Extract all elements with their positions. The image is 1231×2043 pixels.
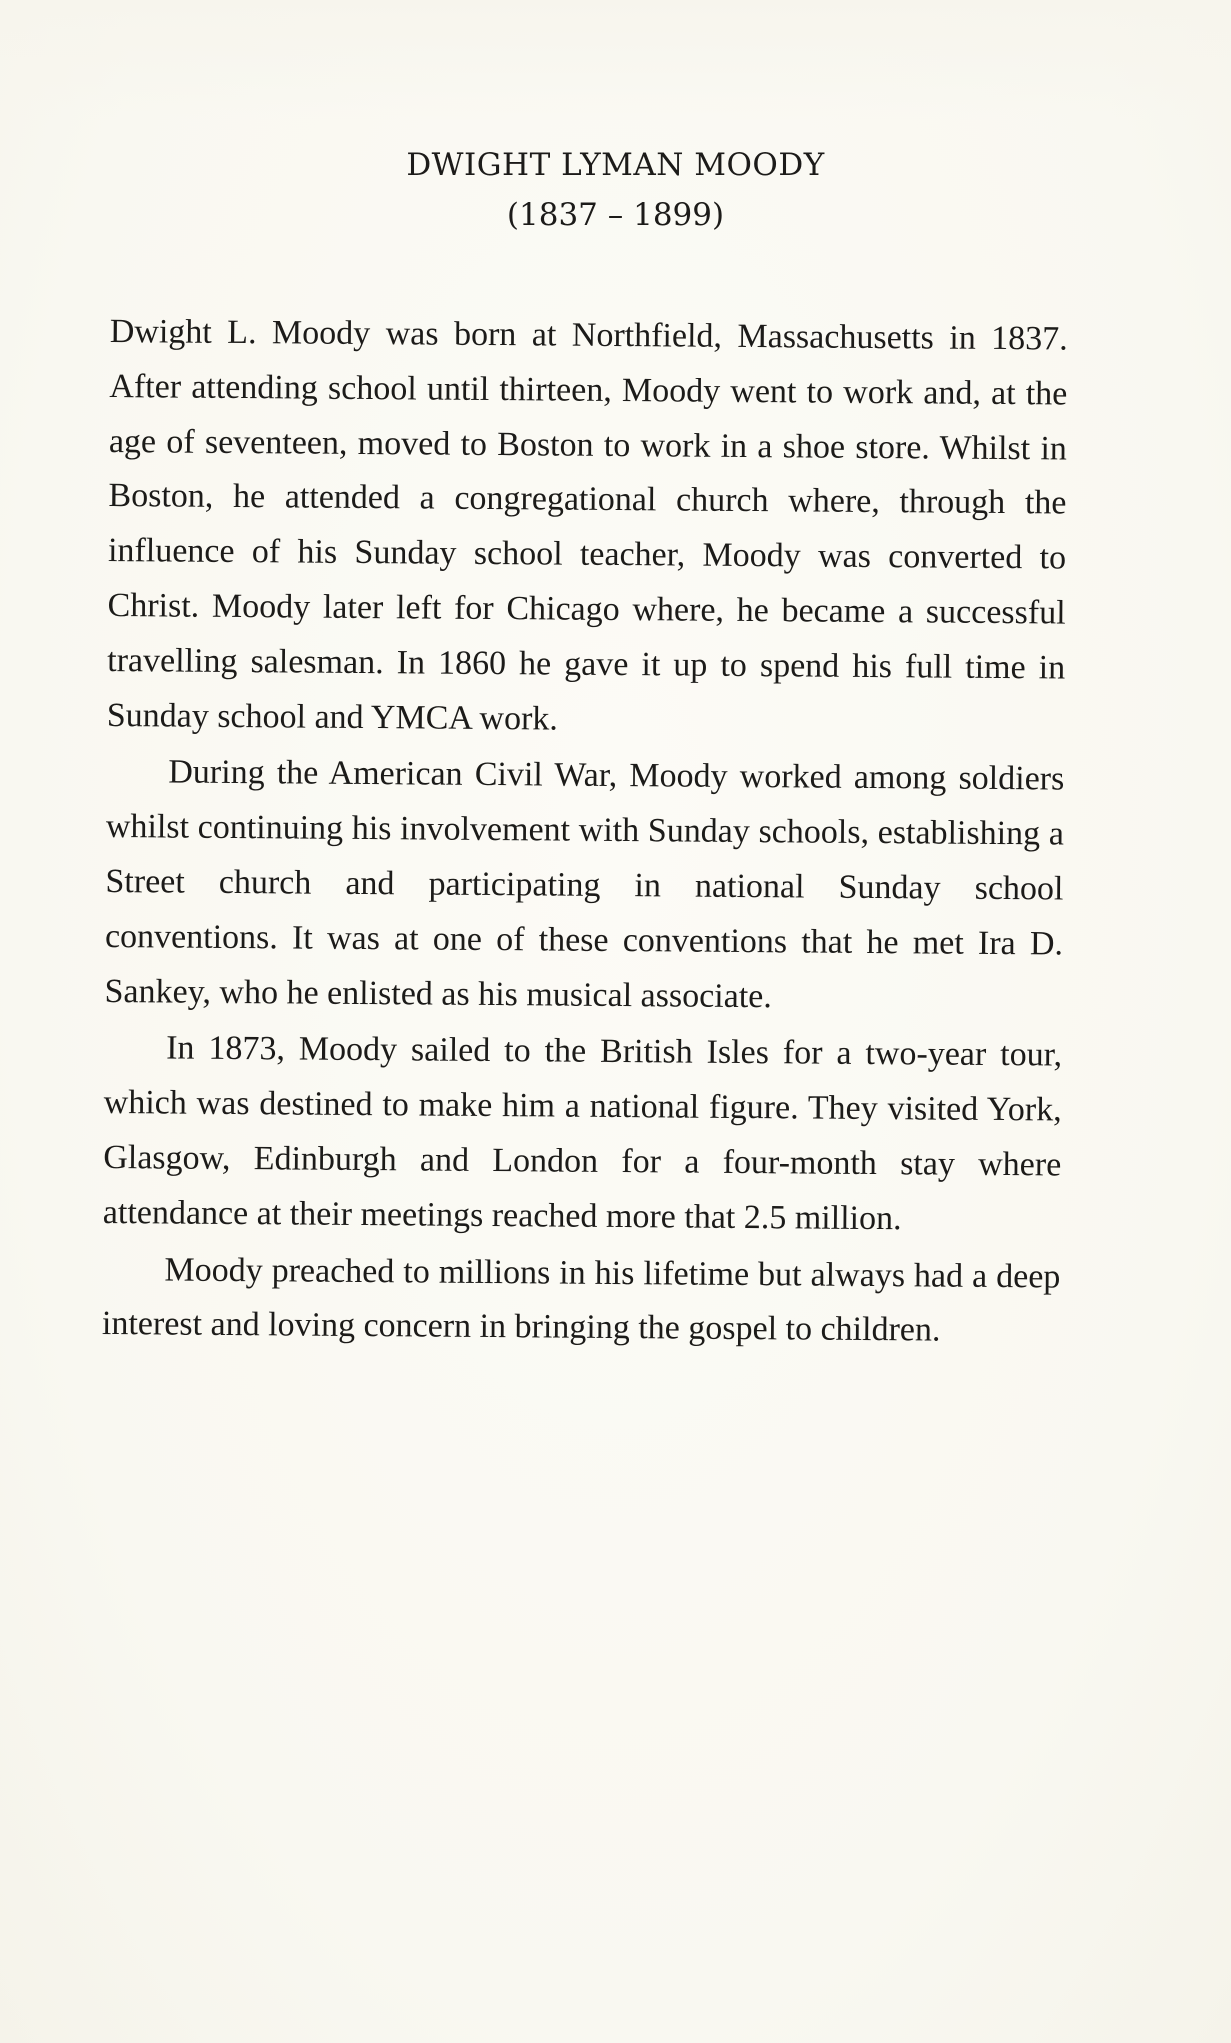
biography-title: DWIGHT LYMAN MOODY bbox=[406, 147, 825, 183]
page-top-shading bbox=[0, 0, 1231, 120]
biography-body bbox=[102, 305, 1068, 1362]
paragraph-3: In 1873, Moody sailed to the British Isles for a two-year tour, which was destined to make him a national figure. They visited York, Glasgow, Edinburgh and London for a four-month stay where attendance at their meetings reached more that 2.5 million. bbox=[102, 1029, 1063, 1237]
paragraph-1: Dwight L. Moody was born at Northfield, Massachusetts in 1837. After attending school until thirteen, Moody went to work and, at the age of seventeen, moved to Boston to work in a shoe store. Whilst in Boston, he attended a congregational church where, through the influence of his Sunday school teacher, Moody was converted to Christ. Moody later left for Chicago where, he became a successful travelling salesman. In 1860 he gave it up to spend his full time in Sunday school and YMCA work. bbox=[106, 312, 1068, 738]
paragraph-2: During the American Civil War, Moody worked among soldiers whilst continuing his involvement with Sunday schools, establishing a Street church and participating in national Sunday school conventions. It was at one of these conventions that he met Ira D. Sankey, who he enlisted as his musical associate. bbox=[104, 753, 1065, 1015]
biography-dates: (1837 – 1899) bbox=[506, 197, 725, 233]
page-heading bbox=[0, 140, 1231, 240]
paragraph-4: Moody preached to millions in his lifetime but always had a deep interest and loving concern in bringing the gospel to children. bbox=[101, 1251, 1061, 1349]
